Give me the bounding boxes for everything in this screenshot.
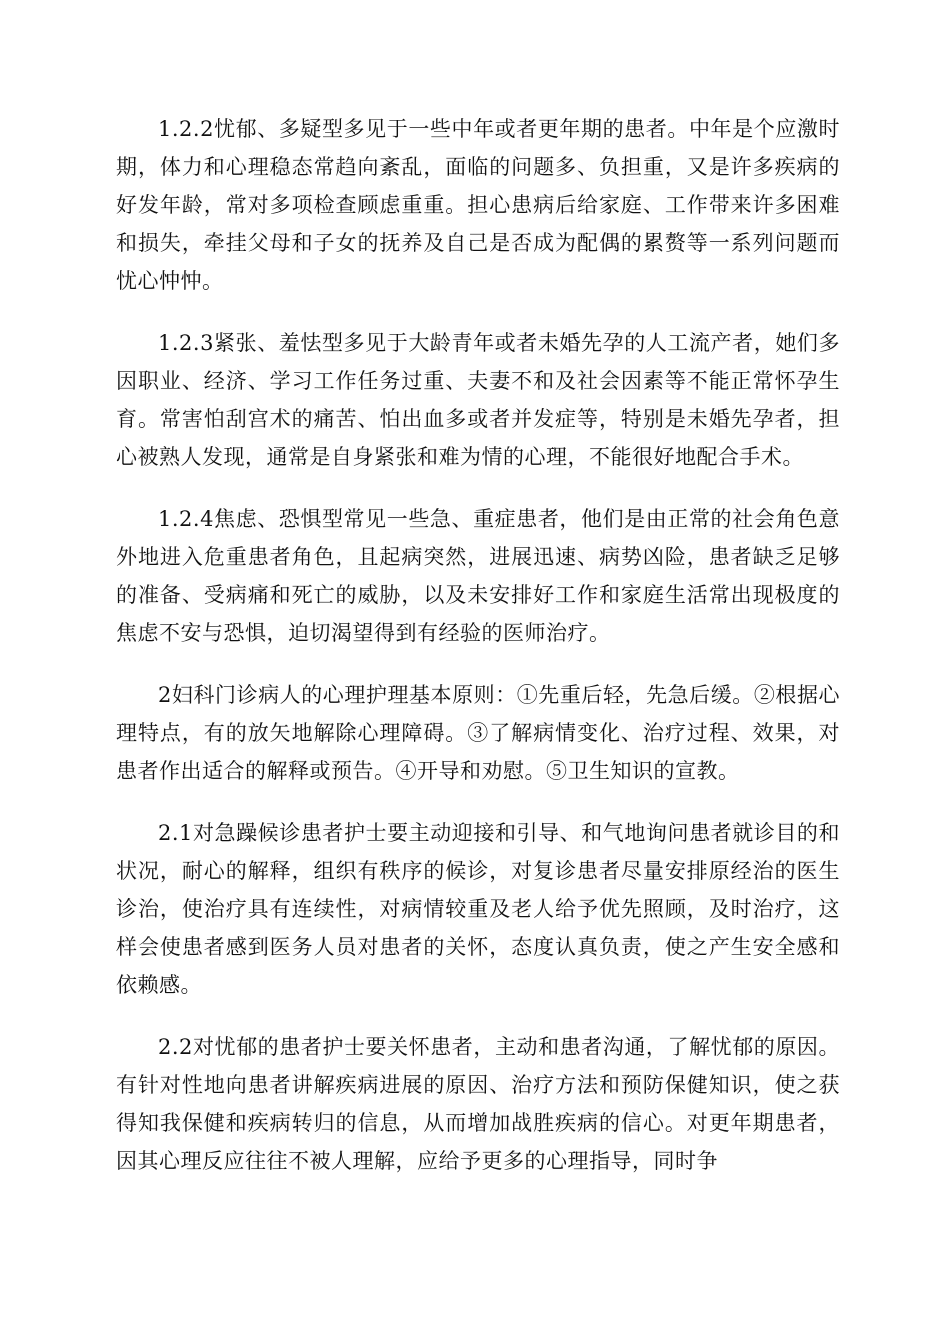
paragraph-2-2: 2.2对忧郁的患者护士要关怀患者，主动和患者沟通，了解忧郁的原因。有针对性地向患者讲解疾病进展的原因、治疗方法和预防保健知识，使之获得知我保健和疾病转归的信息，从而增加战胜疾病的信心。对更年期患者，因其心理反应往往不被人理解，应给予更多的心理指导，同时争: [116, 1035, 840, 1173]
paragraph-1-2-2: 1.2.2忧郁、多疑型多见于一些中年或者更年期的患者。中年是个应激时期，体力和心理稳态常趋向紊乱，面临的问题多、负担重，又是许多疾病的好发年龄，常对多项检查顾虑重重。担心患病后给家庭、工作带来许多困难和损失，牵挂父母和子女的抚养及自己是否成为配偶的累赘等一系列问题而忧心忡忡。: [116, 117, 840, 293]
document-page: [116, 110, 840, 1204]
paragraph-2: 2妇科门诊病人的心理护理基本原则：①先重后轻，先急后缓。②根据心理特点，有的放矢地解除心理障碍。③了解病情变化、治疗过程、效果，对患者作出适合的解释或预告。④开导和劝慰。⑤卫生知识的宣教。: [116, 683, 840, 783]
paragraph-1-2-4: 1.2.4焦虑、恐惧型常见一些急、重症患者，他们是由正常的社会角色意外地进入危重患者角色，且起病突然，进展迅速、病势凶险，患者缺乏足够的准备、受病痛和死亡的威胁，以及未安排好工作和家庭生活常出现极度的焦虑不安与恐惧，迫切渴望得到有经验的医师治疗。: [116, 507, 840, 645]
paragraph-2-1: 2.1对急躁候诊患者护士要主动迎接和引导、和气地询问患者就诊目的和状况，耐心的解释，组织有秩序的候诊，对复诊患者尽量安排原经治的医生诊治，使治疗具有连续性，对病情较重及老人给予优先照顾，及时治疗，这样会使患者感到医务人员对患者的关怀，态度认真负责，使之产生安全感和依赖感。: [116, 821, 840, 997]
paragraph-1-2-3: 1.2.3紧张、羞怯型多见于大龄青年或者未婚先孕的人工流产者，她们多因职业、经济、学习工作任务过重、夫妻不和及社会因素等不能正常怀孕生育。常害怕刮宫术的痛苦、怕出血多或者并发症等，特别是未婚先孕者，担心被熟人发现，通常是自身紧张和难为情的心理，不能很好地配合手术。: [116, 331, 840, 469]
